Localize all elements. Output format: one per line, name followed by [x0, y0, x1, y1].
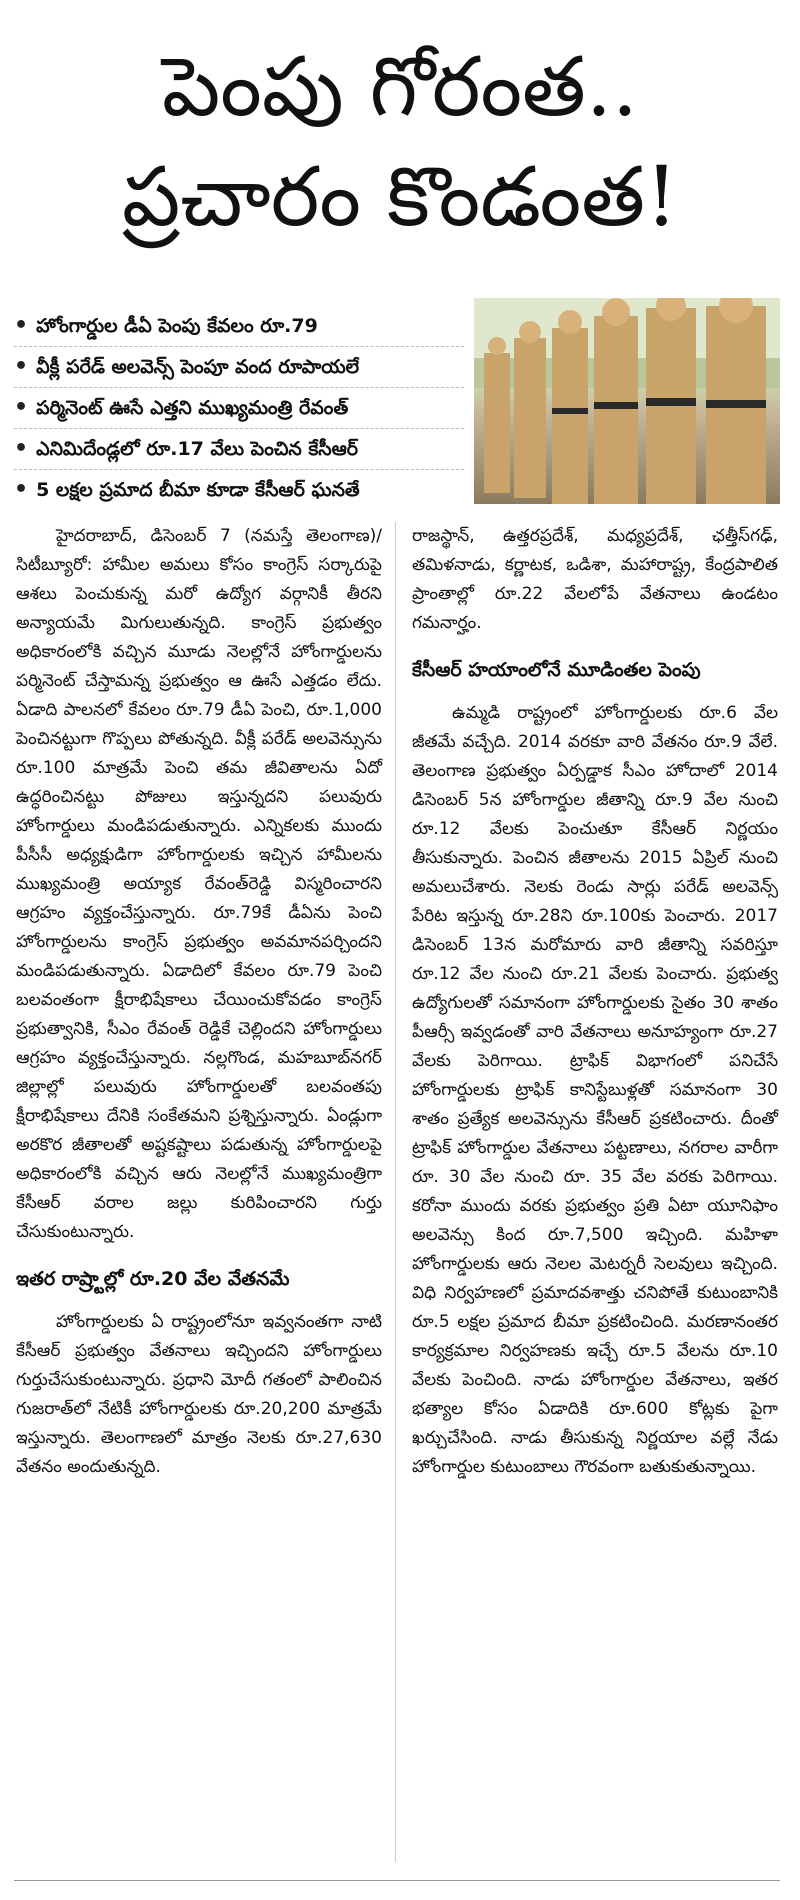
- column-divider: [395, 522, 396, 1862]
- highlights-list: [14, 306, 464, 510]
- highlight-item: [14, 388, 464, 429]
- bullet-dot-icon: •: [14, 395, 29, 420]
- article-left-column: [16, 522, 382, 1482]
- highlight-item: [14, 347, 464, 388]
- highlight-item: [14, 306, 464, 347]
- article-paragraph: హైదరాబాద్, డిసెంబర్ 7 (నమస్తే తెలంగాణ)/సిటీబ్యూరో: హామీల అమలు కోసం కాంగ్రెస్ సర్కారుపై ఆశలు పెంచుకున్న మరో ఉద్యోగ వర్గానికీ తీరని అన్యాయమే మిగులుతున్నది. కాంగ్రెస్ ప్రభుత్వం అధికారంలోకి వచ్చిన మూడు నెలల్లోనే హోంగార్డులను పర్మినెంట్ చేస్తామన్న ప్రభుత్వం ఆ ఊసే ఎత్తడం లేదు. ఏడాది పాలనలో కేవలం రూ.79 డీఏ పెంచి, రూ.1,000 పెంచినట్టుగా గొప్పలు పోతున్నది. వీక్లీ పరేడ్ అలవెన్సును రూ.100 మాత్రమే పెంచి తమ జీవితాలను ఏదో ఉద్ధరించినట్టు పోజులు ఇస్తున్నదని పలువురు హోంగార్డులు మండిపడుతున్నారు. ఎన్నికలకు ముందు పీసీసీ అధ్యక్షుడిగా హోంగార్డులకు ఇచ్చిన హామీలను ముఖ్యమంత్రి అయ్యాక రేవంత్‌రెడ్డి విస్మరించారని ఆగ్రహం వ్యక్తంచేస్తున్నారు. రూ.79కే డీఏను పెంచి హోంగార్డులను కాంగ్రెస్ ప్రభుత్వం అవమానపర్చిందని మండిపడుతున్నారు. ఏడాదిలో కేవలం రూ.79 పెంచి బలవంతంగా క్షీరాభిషేకాలు చేయించుకోవడం కాంగ్రెస్ ప్రభుత్వానికి, సీఎం రేవంత్ రెడ్డికే చెల్లిందని హోంగార్డులు ఆగ్రహం వ్యక్తంచేస్తున్నారు. నల్లగొండ, మహబూబ్‌నగర్ జిల్లాల్లో పలువురు హోంగార్డులతో బలవంతపు క్షీరాభిషేకాలు దేనికి సంకేతమని ప్రశ్నిస్తున్నారు. ఏండ్లుగా అరకొర జీతాలతో అష్టకష్టాలు పడుతున్న హోంగార్డులపై అధికారంలోకి వచ్చిన ఆరు నెలల్లోనే ముఖ్యమంత్రిగా కేసీఆర్ వరాల జల్లు కురిపించారని గుర్తు చేసుకుంటున్నారు.: [16, 526, 382, 1242]
- bullet-dot-icon: •: [14, 313, 29, 338]
- article-paragraph: రాజస్థాన్, ఉత్తరప్రదేశ్, మధ్యప్రదేశ్, ఛత్తీస్‌గఢ్, తమిళనాడు, కర్ణాటక, ఒడిశా, మహారాష్ట్ర, కేంద్రపాలిత ప్రాంతాల్లో రూ.22 వేలలోపే వేతనాలు ఉండటం గమనార్హం.: [412, 526, 778, 633]
- section-heading: కేసీఆర్ హయాంలోనే మూడింతల పెంపు: [412, 659, 701, 681]
- highlight-item: [14, 429, 464, 470]
- article-paragraph: హోంగార్డులకు ఏ రాష్ట్రంలోనూ ఇవ్వనంతగా నాటి కేసీఆర్ ప్రభుత్వం వేతనాలు ఇచ్చిందని హోంగార్డులు గుర్తుచేసుకుంటున్నారు. ప్రధాని మోదీ గతంలో పాలించిన గుజరాత్‌లో నేటికీ హోంగార్డులకు రూ.20,200 మాత్రమే ఇస్తున్నారు. తెలంగాణలో మాత్రం నెలకు రూ.27,630 వేతనం అందుతున్నది.: [16, 1312, 382, 1477]
- bullet-dot-icon: •: [14, 477, 29, 502]
- highlight-text: ఎనిమిదేండ్లలో రూ.17 వేలు పెంచిన కేసీఆర్: [36, 438, 359, 460]
- bottom-rule: [14, 1880, 780, 1881]
- section-heading: ఇతర రాష్ర్టాల్లో రూ.20 వేల వేతనమే: [16, 1268, 290, 1290]
- highlight-text: హోంగార్డుల డీఏ పెంపు కేవలం రూ.79: [36, 315, 318, 337]
- highlight-item: [14, 470, 464, 510]
- article-right-column: [412, 522, 778, 1482]
- headline-line-1: పెంపు గోరంత..: [162, 40, 638, 135]
- bullet-dot-icon: •: [14, 436, 29, 461]
- highlight-text: పర్మినెంట్ ఊసే ఎత్తని ముఖ్యమంత్రి రేవంత్: [36, 397, 349, 419]
- article-paragraph: ఉమ్మడి రాష్ట్రంలో హోంగార్డులకు రూ.6 వేల జీతమే వచ్చేది. 2014 వరకూ వారి వేతనం రూ.9 వేలే. తెలంగాణ ప్రభుత్వం ఏర్పడ్డాక సీఎం హోదాలో 2014 డిసెంబర్ 5న హోంగార్డుల జీతాన్ని రూ.9 వేల నుంచి రూ.12 వేలకు పెంచుతూ కేసీఆర్ నిర్ణయం తీసుకున్నారు. పెంచిన జీతాలను 2015 ఏప్రిల్ నుంచి అమలుచేశారు. నెలకు రెండు సార్లు పరేడ్ అలవెన్స్ పేరిట ఇస్తున్న రూ.28ని రూ.100కు పెంచారు. 2017 డిసెంబర్ 13న మరోమారు వారి జీతాన్ని సవరిస్తూ రూ.12 వేల నుంచి రూ.21 వేలకు పెంచారు. ప్రభుత్వ ఉద్యోగులతో సమానంగా హోంగార్డులకు సైతం 30 శాతం పీఆర్సీ ఇవ్వడంతో వారి వేతనాలు అనూహ్యంగా రూ.27 వేలకు పెరిగాయి. ట్రాఫిక్ విభాగంలో పనిచేసే హోంగార్డులకు ట్రాఫిక్ కానిస్టేబుళ్లతో సమానంగా 30 శాతం ప్రత్యేక అలవెన్సును కేసీఆర్ ప్రకటించారు. దీంతో ట్రాఫిక్ హోంగార్డుల వేతనాలు పట్టణాలు, నగరాల వారీగా రూ. 30 వేల నుంచి రూ. 35 వేల వరకు పెరిగాయి. కరోనా ముందు వరకు ప్రభుత్వం ప్రతి ఏటా యూనిఫాం అలవెన్సు కింద రూ.7,500 ఇచ్చింది. మహిళా హోంగార్డులకు ఆరు నెలల మెటర్నరీ సెలవులు ఇచ్చింది. విధి నిర్వహణలో ప్రమాదవశాత్తు చనిపోతే కుటుంబానికి రూ.5 లక్షల ప్రమాద బీమా ప్రకటించింది. మరణానంతర కార్యక్రమాల నిర్వహణకు ఇచ్చే రూ.5 వేలను రూ.10 వేలకు పెంచింది. నాడు హోంగార్డుల వేతనాలు, ఇతర భత్యాల కోసం ఏడాదికి రూ.600 కోట్లకు పైగా ఖర్చుచేసింది. నాడు తీసుకున్న నిర్ణయాల వల్లే నేడు హోంగార్డుల కుటుంబాలు గౌరవంగా బతుకుతున్నాయి.: [412, 703, 778, 1477]
- bullet-dot-icon: •: [14, 354, 29, 379]
- highlight-text: వీక్లీ పరేడ్ అలవెన్స్ పెంపూ వంద రూపాయలే: [36, 356, 360, 378]
- highlight-text: 5 లక్షల ప్రమాద బీమా కూడా కేసీఆర్ ఘనతే: [36, 479, 360, 501]
- headline-line-2: ప్రచారం కొండంత!: [121, 150, 679, 245]
- home-guards-photo: [474, 298, 780, 504]
